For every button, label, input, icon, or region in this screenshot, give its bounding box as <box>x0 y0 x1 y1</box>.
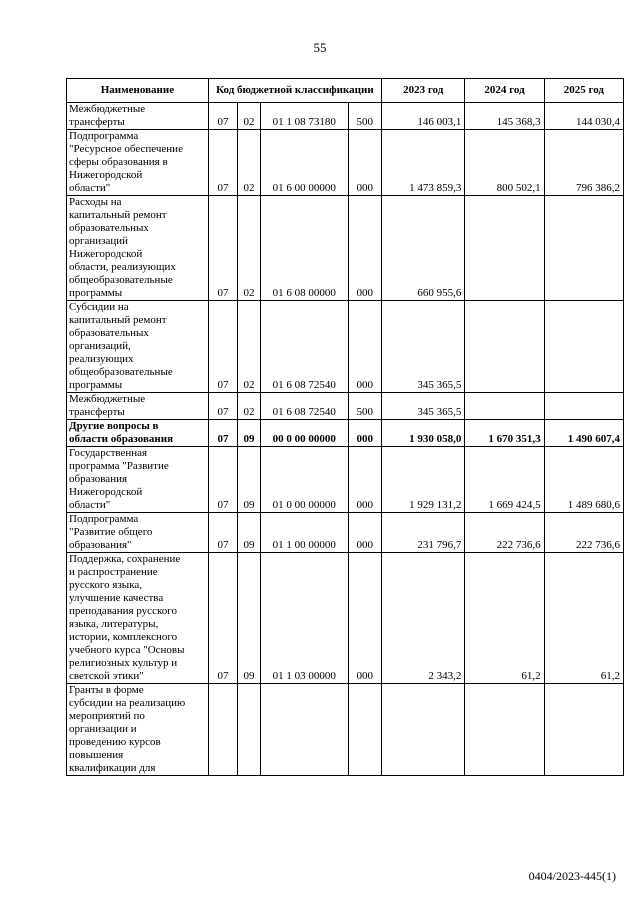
code-expense-type: 000 <box>348 130 381 196</box>
code-section: 07 <box>208 196 237 301</box>
amount-2025 <box>544 196 623 301</box>
code-section: 07 <box>208 420 237 447</box>
amount-2025: 1 489 680,6 <box>544 447 623 513</box>
amount-2025: 61,2 <box>544 553 623 684</box>
code-target: 01 6 08 72540 <box>260 393 348 420</box>
amount-2023: 146 003,1 <box>381 103 464 130</box>
amount-2023: 2 343,2 <box>381 553 464 684</box>
code-section: 07 <box>208 393 237 420</box>
amount-2024: 61,2 <box>465 553 544 684</box>
page-number: 55 <box>313 40 327 55</box>
amount-2025: 222 736,6 <box>544 513 623 553</box>
code-section: 07 <box>208 130 237 196</box>
code-subsection: 02 <box>238 103 261 130</box>
amount-2025: 1 490 607,4 <box>544 420 623 447</box>
header-2023: 2023 год <box>381 79 464 103</box>
amount-2023: 1 930 058,0 <box>381 420 464 447</box>
header-2024: 2024 год <box>465 79 544 103</box>
amount-2024: 1 670 351,3 <box>465 420 544 447</box>
row-name: Поддержка, сохранение и распространение русского языка, улучшение качества преподавания русского языка, литературы, истории, комплексного учебного курса "Основы религиозных культур и светской этики" <box>67 553 209 684</box>
amount-2024 <box>465 684 544 776</box>
amount-2023: 1 929 131,2 <box>381 447 464 513</box>
code-subsection: 09 <box>238 513 261 553</box>
table-row <box>67 196 624 301</box>
code-target: 01 0 00 00000 <box>260 447 348 513</box>
amount-2025 <box>544 301 623 393</box>
amount-2025: 796 386,2 <box>544 130 623 196</box>
code-expense-type: 000 <box>348 447 381 513</box>
code-section <box>208 684 237 776</box>
code-target: 01 6 08 00000 <box>260 196 348 301</box>
table-row <box>67 130 624 196</box>
table-row <box>67 420 624 447</box>
table-row <box>67 684 624 776</box>
header-name: Наименование <box>67 79 209 103</box>
table-header-row <box>67 79 624 103</box>
row-name: Гранты в форме субсидии на реализацию мероприятий по организации и проведению курсов повышения квалификации для <box>67 684 209 776</box>
amount-2024: 1 669 424,5 <box>465 447 544 513</box>
code-expense-type: 500 <box>348 393 381 420</box>
code-subsection: 09 <box>238 420 261 447</box>
code-subsection: 02 <box>238 301 261 393</box>
amount-2024 <box>465 196 544 301</box>
amount-2023: 660 955,6 <box>381 196 464 301</box>
code-subsection: 02 <box>238 196 261 301</box>
amount-2025 <box>544 684 623 776</box>
header-2025: 2025 год <box>544 79 623 103</box>
row-name: Расходы на капитальный ремонт образовательных организаций Нижегородской области, реализующих общеобразовательные программы <box>67 196 209 301</box>
code-target <box>260 684 348 776</box>
table-row <box>67 553 624 684</box>
code-section: 07 <box>208 553 237 684</box>
code-section: 07 <box>208 447 237 513</box>
row-name: Межбюджетные трансферты <box>67 103 209 130</box>
code-section: 07 <box>208 301 237 393</box>
amount-2023: 345 365,5 <box>381 393 464 420</box>
code-expense-type: 000 <box>348 513 381 553</box>
amount-2025 <box>544 393 623 420</box>
amount-2024: 222 736,6 <box>465 513 544 553</box>
amount-2024 <box>465 393 544 420</box>
code-target: 01 1 03 00000 <box>260 553 348 684</box>
amount-2023: 1 473 859,3 <box>381 130 464 196</box>
amount-2023: 231 796,7 <box>381 513 464 553</box>
code-subsection: 09 <box>238 553 261 684</box>
amount-2024: 800 502,1 <box>465 130 544 196</box>
code-subsection: 02 <box>238 130 261 196</box>
budget-table <box>66 78 624 776</box>
row-name: Другие вопросы в области образования <box>67 420 209 447</box>
code-subsection <box>238 684 261 776</box>
code-target: 01 6 00 00000 <box>260 130 348 196</box>
code-target: 01 1 00 00000 <box>260 513 348 553</box>
table-row <box>67 103 624 130</box>
table-row <box>67 447 624 513</box>
code-expense-type: 000 <box>348 553 381 684</box>
table-row <box>67 301 624 393</box>
amount-2023 <box>381 684 464 776</box>
amount-2024 <box>465 301 544 393</box>
code-expense-type: 000 <box>348 301 381 393</box>
row-name: Подпрограмма "Ресурсное обеспечение сферы образования в Нижегородской области" <box>67 130 209 196</box>
row-name: Межбюджетные трансферты <box>67 393 209 420</box>
code-target: 01 1 08 73180 <box>260 103 348 130</box>
row-name: Государственная программа "Развитие образования Нижегородской области" <box>67 447 209 513</box>
amount-2023: 345 365,5 <box>381 301 464 393</box>
code-expense-type: 000 <box>348 196 381 301</box>
code-section: 07 <box>208 513 237 553</box>
code-expense-type <box>348 684 381 776</box>
code-expense-type: 500 <box>348 103 381 130</box>
code-expense-type: 000 <box>348 420 381 447</box>
code-section: 07 <box>208 103 237 130</box>
code-subsection: 02 <box>238 393 261 420</box>
table-row <box>67 513 624 553</box>
table-row <box>67 393 624 420</box>
header-code: Код бюджетной классификации <box>208 79 381 103</box>
row-name: Подпрограмма "Развитие общего образования" <box>67 513 209 553</box>
code-target: 01 6 08 72540 <box>260 301 348 393</box>
document-code: 0404/2023-445(1) <box>528 869 616 883</box>
row-name: Субсидии на капитальный ремонт образовательных организаций, реализующих общеобразовательные программы <box>67 301 209 393</box>
code-subsection: 09 <box>238 447 261 513</box>
code-target: 00 0 00 00000 <box>260 420 348 447</box>
amount-2025: 144 030,4 <box>544 103 623 130</box>
amount-2024: 145 368,3 <box>465 103 544 130</box>
